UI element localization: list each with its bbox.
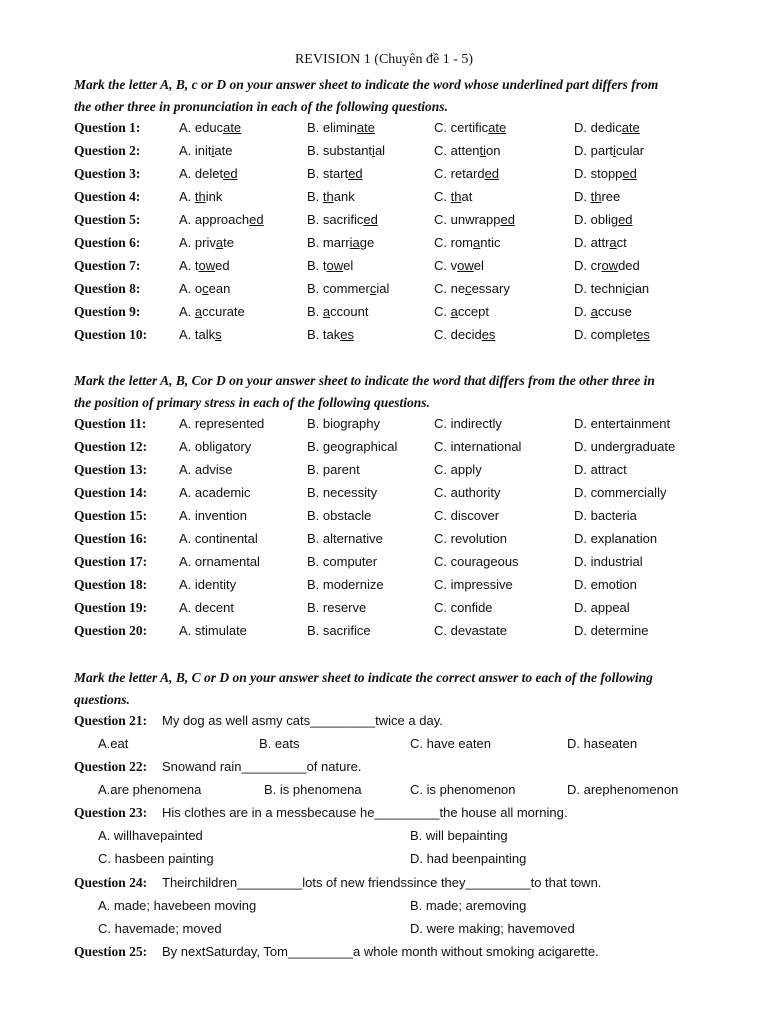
- question-label: Question 25:: [74, 944, 148, 959]
- word-part: C. ne: [434, 281, 466, 296]
- question-24-options-ab: [74, 895, 714, 917]
- option-d: D. entertainment: [574, 416, 671, 431]
- word-part: ink: [205, 189, 223, 204]
- option-c: C. hasbeen painting: [98, 851, 214, 866]
- option-d: [574, 209, 633, 231]
- word-part: B.: [307, 304, 323, 319]
- word-part: A. talk: [179, 327, 216, 342]
- underlined-part: ate: [488, 120, 507, 135]
- underlined-part: ed: [500, 212, 515, 227]
- word-part: D. techni: [574, 281, 626, 296]
- question-label: Question 6:: [74, 235, 141, 250]
- word-part: B. sacrific: [307, 212, 364, 227]
- option-c: [434, 324, 495, 346]
- option-d: D. were making; havemoved: [410, 921, 575, 936]
- underlined-part: c: [369, 281, 377, 296]
- question-label: Question 15:: [74, 508, 148, 523]
- word-part: D. dedic: [574, 120, 622, 135]
- option-c: C. apply: [434, 462, 482, 477]
- option-d: D. attract: [574, 462, 627, 477]
- word-part: B. marr: [307, 235, 350, 250]
- option-a: A. ornamental: [179, 554, 260, 569]
- question-row: [74, 209, 714, 231]
- word-part: A. educ: [179, 120, 224, 135]
- underlined-part: i: [613, 143, 616, 158]
- question-23: [74, 802, 714, 824]
- option-c: C. discover: [434, 508, 500, 523]
- underlined-part: a: [590, 304, 598, 319]
- word-part: ccept: [457, 304, 489, 319]
- question-row: [74, 324, 714, 346]
- option-c: C. have eaten: [410, 736, 491, 751]
- option-a: [179, 301, 245, 323]
- word-part: ded: [618, 258, 640, 273]
- underlined-part: ate: [356, 120, 375, 135]
- word-part: A. o: [179, 281, 203, 296]
- word-part: A. delet: [179, 166, 224, 181]
- option-d: D. bacteria: [574, 508, 637, 523]
- option-b: B. geographical: [307, 439, 398, 454]
- option-a: [179, 232, 234, 254]
- option-a: A. invention: [179, 508, 247, 523]
- word-part: al: [374, 143, 386, 158]
- option-d: D. commercially: [574, 485, 667, 500]
- option-d: [574, 278, 649, 300]
- option-c: C. authority: [434, 485, 501, 500]
- question-22: [74, 756, 714, 778]
- option-b: [307, 209, 378, 231]
- question-label: Question 16:: [74, 531, 148, 546]
- option-b: [307, 232, 374, 254]
- underlined-part: c: [465, 281, 472, 296]
- word-part: D.: [574, 304, 591, 319]
- question-row: [74, 574, 714, 596]
- option-b: [307, 186, 355, 208]
- word-part: ial: [376, 281, 390, 296]
- option-b: B. will bepainting: [410, 828, 508, 843]
- question-label: Question 7:: [74, 258, 141, 273]
- option-a: A. stimulate: [179, 623, 247, 638]
- underlined-part: ed: [348, 166, 363, 181]
- option-a: [179, 140, 232, 162]
- underlined-part: a: [194, 304, 203, 319]
- question-row: [74, 140, 714, 162]
- underlined-part: a: [322, 304, 331, 319]
- underlined-part: ate: [223, 120, 242, 135]
- word-part: at: [461, 189, 473, 204]
- option-b: B. obstacle: [307, 508, 372, 523]
- word-part: C. v: [434, 258, 458, 273]
- underlined-part: th: [450, 189, 462, 204]
- word-part: ccuse: [597, 304, 632, 319]
- question-label: Question 22:: [74, 759, 148, 774]
- question-21-options: [74, 733, 714, 755]
- underlined-part: a: [609, 235, 617, 250]
- word-part: A.: [179, 304, 195, 319]
- underlined-part: ed: [484, 166, 500, 181]
- option-b: B. made; aremoving: [410, 898, 527, 913]
- option-c: [434, 278, 510, 300]
- option-d: [574, 186, 620, 208]
- option-d: D. explanation: [574, 531, 658, 546]
- underlined-part: th: [194, 189, 206, 204]
- word-part: A. t: [179, 258, 199, 273]
- question-label: Question 8:: [74, 281, 141, 296]
- word-part: ian: [631, 281, 650, 296]
- word-part: A. priv: [179, 235, 216, 250]
- option-c: [434, 209, 515, 231]
- question-row: [74, 505, 714, 527]
- option-d: D. undergraduate: [574, 439, 676, 454]
- question-row: [74, 255, 714, 277]
- option-a: A. represented: [179, 416, 265, 431]
- question-stem: His clothes are in a messbecause he_________the house all morning.: [162, 805, 568, 820]
- underlined-part: es: [340, 327, 354, 342]
- underlined-part: ia: [349, 235, 360, 250]
- option-a: A. made; havebeen moving: [98, 898, 257, 913]
- option-c: [434, 163, 499, 185]
- option-c: C. devastate: [434, 623, 507, 638]
- question-label: Question 10:: [74, 327, 148, 342]
- question-label: Question 12:: [74, 439, 148, 454]
- underlined-part: th: [322, 189, 334, 204]
- option-c: [434, 232, 500, 254]
- option-d: D. arephenomenon: [567, 782, 679, 797]
- word-part: D. oblig: [574, 212, 619, 227]
- question-stem: By nextSaturday, Tom_________a whole month without smoking acigarette.: [162, 944, 599, 959]
- question-row: [74, 620, 714, 642]
- underlined-part: ow: [326, 258, 344, 273]
- word-part: D.: [574, 189, 591, 204]
- word-part: D. attr: [574, 235, 610, 250]
- option-b: B. sacrifice: [307, 623, 371, 638]
- option-a: [179, 209, 264, 231]
- question-stem: Theirchildren_________lots of new friendssince they_________to that town.: [162, 875, 602, 890]
- question-21: [74, 710, 714, 732]
- option-c: [434, 117, 506, 139]
- option-a: [179, 117, 241, 139]
- question-label: Question 5:: [74, 212, 141, 227]
- underlined-part: ow: [457, 258, 474, 273]
- word-part: cular: [615, 143, 645, 158]
- option-b: B. computer: [307, 554, 378, 569]
- underlined-part: c: [625, 281, 632, 296]
- word-part: C. decid: [434, 327, 482, 342]
- word-part: A. approach: [179, 212, 250, 227]
- option-b: B. biography: [307, 416, 380, 431]
- question-row: [74, 117, 714, 139]
- option-a: A. obligatory: [179, 439, 252, 454]
- option-c: C. international: [434, 439, 522, 454]
- question-label: Question 24:: [74, 875, 148, 890]
- question-24: [74, 872, 714, 894]
- option-a: A.eat: [98, 736, 129, 751]
- word-part: B. substant: [307, 143, 373, 158]
- underlined-part: es: [636, 327, 650, 342]
- question-label: Question 3:: [74, 166, 141, 181]
- option-d: [574, 140, 644, 162]
- underlined-part: ed: [223, 166, 238, 181]
- option-d: [574, 163, 637, 185]
- underlined-part: es: [481, 327, 496, 342]
- option-a: A. identity: [179, 577, 237, 592]
- option-d: [574, 324, 650, 346]
- word-part: D. part: [574, 143, 614, 158]
- question-label: Question 4:: [74, 189, 141, 204]
- word-part: ccurate: [202, 304, 245, 319]
- underlined-part: c: [202, 281, 209, 296]
- option-c: C. confide: [434, 600, 493, 615]
- word-part: C. unwrapp: [434, 212, 501, 227]
- word-part: ed: [215, 258, 230, 273]
- option-d: D. industrial: [574, 554, 643, 569]
- word-part: ccount: [330, 304, 369, 319]
- question-row: [74, 459, 714, 481]
- option-d: D. had beenpainting: [410, 851, 527, 866]
- option-d: [574, 232, 627, 254]
- option-d: D. appeal: [574, 600, 630, 615]
- option-b: [307, 117, 375, 139]
- word-part: C. certific: [434, 120, 489, 135]
- word-part: B. tak: [307, 327, 341, 342]
- word-part: A. init: [179, 143, 212, 158]
- section3-instruction: Mark the letter A, B, C or D on your answer sheet to indicate the correct answer to each of the following questions.: [74, 670, 653, 707]
- question-row: [74, 413, 714, 435]
- option-b: [307, 324, 354, 346]
- question-23-options-cd: [74, 848, 714, 870]
- underlined-part: ed: [622, 166, 637, 181]
- underlined-part: a: [473, 235, 481, 250]
- underlined-part: ate: [621, 120, 640, 135]
- word-part: A.: [179, 189, 195, 204]
- question-row: [74, 528, 714, 550]
- option-d: D. determine: [574, 623, 649, 638]
- question-label: Question 2:: [74, 143, 141, 158]
- word-part: C. atten: [434, 143, 480, 158]
- question-stem: My dog as well asmy cats_________twice a day.: [162, 713, 443, 728]
- option-b: [307, 255, 353, 277]
- option-a: A. continental: [179, 531, 258, 546]
- word-part: ct: [616, 235, 627, 250]
- section2-instruction: Mark the letter A, B, Cor D on your answer sheet to indicate the word that differs from the other three in the position of primary stress in each of the following questions.: [74, 373, 655, 410]
- word-part: C. rom: [434, 235, 473, 250]
- option-b: [307, 163, 363, 185]
- question-25: [74, 941, 714, 963]
- question-label: Question 23:: [74, 805, 148, 820]
- question-22-options: [74, 779, 714, 801]
- option-b: B. is phenomena: [264, 782, 362, 797]
- underlined-part: s: [215, 327, 222, 342]
- section1-instruction: Mark the letter A, B, c or D on your answer sheet to indicate the word whose underlined part differs from the other three in pronunciation in each of the following questions.: [74, 77, 659, 114]
- question-label: Question 18:: [74, 577, 148, 592]
- question-label: Question 14:: [74, 485, 148, 500]
- option-c: C. impressive: [434, 577, 513, 592]
- option-c: C. indirectly: [434, 416, 502, 431]
- underlined-part: i: [372, 143, 375, 158]
- option-d: D. emotion: [574, 577, 637, 592]
- option-b: B. parent: [307, 462, 360, 477]
- word-part: ate: [214, 143, 233, 158]
- question-label: Question 20:: [74, 623, 148, 638]
- question-24-options-cd: [74, 918, 714, 940]
- question-row: [74, 186, 714, 208]
- word-part: C.: [434, 189, 451, 204]
- question-23-options-ab: [74, 825, 714, 847]
- question-stem: Snowand rain_________of nature.: [162, 759, 362, 774]
- option-c: C. is phenomenon: [410, 782, 516, 797]
- option-c: [434, 255, 484, 277]
- option-a: A. decent: [179, 600, 234, 615]
- word-part: B. start: [307, 166, 349, 181]
- option-c: [434, 186, 472, 208]
- word-part: on: [486, 143, 501, 158]
- question-row: [74, 301, 714, 323]
- option-a: [179, 324, 222, 346]
- word-part: te: [223, 235, 234, 250]
- option-a: A. willhavepainted: [98, 828, 203, 843]
- option-a: A.are phenomena: [98, 782, 202, 797]
- underlined-part: a: [215, 235, 224, 250]
- option-c: [434, 140, 501, 162]
- option-a: [179, 255, 230, 277]
- option-b: B. reserve: [307, 600, 367, 615]
- word-part: B. t: [307, 258, 327, 273]
- option-b: B. modernize: [307, 577, 384, 592]
- question-label: Question 19:: [74, 600, 148, 615]
- option-d: [574, 117, 640, 139]
- underlined-part: i: [211, 143, 215, 158]
- question-row: [74, 278, 714, 300]
- word-part: B. elimin: [307, 120, 357, 135]
- word-part: ean: [208, 281, 231, 296]
- underlined-part: ow: [601, 258, 619, 273]
- underlined-part: th: [590, 189, 602, 204]
- option-d: [574, 301, 632, 323]
- option-c: C. revolution: [434, 531, 507, 546]
- question-row: [74, 232, 714, 254]
- page-title: REVISION 1 (Chuyên đề 1 - 5): [294, 52, 474, 67]
- word-part: essary: [471, 281, 510, 296]
- underlined-part: ti: [479, 143, 487, 158]
- option-a: [179, 163, 238, 185]
- option-a: [179, 186, 222, 208]
- question-label: Question 11:: [74, 416, 147, 431]
- underlined-part: ed: [618, 212, 633, 227]
- option-a: A. academic: [179, 485, 251, 500]
- question-label: Question 17:: [74, 554, 148, 569]
- option-d: [574, 255, 640, 277]
- word-part: el: [343, 258, 354, 273]
- option-a: [179, 278, 230, 300]
- word-part: D. stopp: [574, 166, 623, 181]
- question-label: Question 21:: [74, 713, 148, 728]
- question-row: [74, 163, 714, 185]
- word-part: el: [473, 258, 484, 273]
- underlined-part: ed: [249, 212, 264, 227]
- question-label: Question 1:: [74, 120, 141, 135]
- word-part: ank: [333, 189, 355, 204]
- question-row: [74, 436, 714, 458]
- option-b: B. necessity: [307, 485, 378, 500]
- word-part: D. cr: [574, 258, 602, 273]
- word-part: B. commer: [307, 281, 370, 296]
- option-c: C. courageous: [434, 554, 519, 569]
- underlined-part: ed: [363, 212, 378, 227]
- word-part: ge: [359, 235, 375, 250]
- option-b: [307, 140, 385, 162]
- word-part: C.: [434, 304, 451, 319]
- word-part: D. complet: [574, 327, 637, 342]
- option-b: B. alternative: [307, 531, 383, 546]
- word-part: ree: [601, 189, 621, 204]
- option-c: [434, 301, 489, 323]
- question-row: [74, 482, 714, 504]
- option-a: A. advise: [179, 462, 233, 477]
- option-b: [307, 301, 368, 323]
- underlined-part: a: [450, 304, 458, 319]
- option-c: C. havemade; moved: [98, 921, 222, 936]
- word-part: C. retard: [434, 166, 485, 181]
- option-d: D. haseaten: [567, 736, 638, 751]
- word-part: B.: [307, 189, 323, 204]
- question-label: Question 9:: [74, 304, 141, 319]
- word-part: ntic: [480, 235, 501, 250]
- question-label: Question 13:: [74, 462, 148, 477]
- question-row: [74, 597, 714, 619]
- option-b: B. eats: [259, 736, 300, 751]
- question-row: [74, 551, 714, 573]
- underlined-part: ow: [198, 258, 216, 273]
- option-b: [307, 278, 389, 300]
